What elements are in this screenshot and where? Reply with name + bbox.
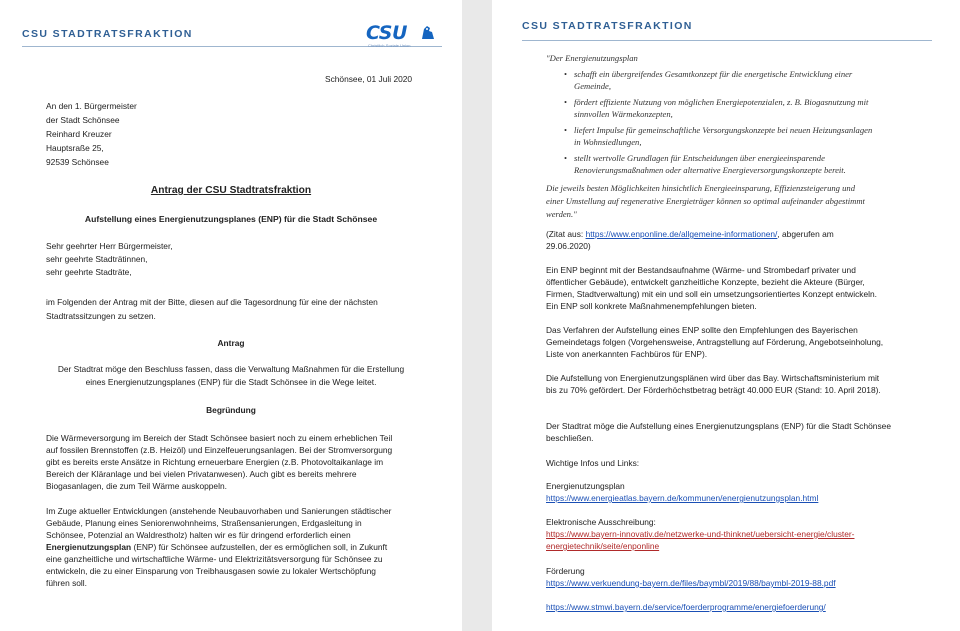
text-line: Schönsee, Potenzial an Waldrestholz) halten wir es für dringend erforderlich einen [46, 530, 351, 540]
address-line: der Stadt Schönsee [46, 115, 120, 125]
text-line: eines Energienutzungsplanes (ENP) für die Stadt Schönsee in die Wege leitet. [85, 377, 377, 387]
text-line: Firmen, Stadtverwaltung) mit ein und soll ein umsetzungsorientiertes Konzept entwickeln. [546, 289, 877, 299]
logo-text: CSU [366, 22, 407, 44]
address-line: Hauptsraße 25, [46, 143, 104, 153]
quote-intro: "Der Energienutzungsplan [546, 53, 638, 63]
citation-link[interactable]: https://www.enponline.de/allgemeine-informationen/ [585, 229, 778, 239]
document-page-1 [0, 0, 462, 631]
address-line: 92539 Schönsee [46, 157, 109, 167]
list-item [564, 125, 873, 149]
page-header: CSU STADTRATSFRAKTION [522, 20, 693, 32]
salutation-line: Sehr geehrter Herr Bürgermeister, [46, 241, 173, 251]
text-line: öffentlicher Gebäude), entwickelt ganzheitliche Konzepte, bezieht die Akteure (Bürger, [546, 277, 865, 287]
text-run: , abgerufen am [777, 229, 834, 239]
text-line: Bereich der Kläranlage und bei vielen Privatanwesen). Auch gibt es bereits mehrere [46, 469, 357, 479]
list-item [564, 97, 869, 121]
bullet-icon: • [564, 153, 568, 163]
letter-date: Schönsee, 01 Juli 2020 [325, 74, 413, 84]
begruendung-heading: Begründung [206, 405, 256, 415]
bullet-icon: • [564, 125, 568, 135]
text-line: Biogasanlagen, die zum Teil Wärme auskoppeln. [46, 481, 227, 491]
text-line: Stadtratssitzungen zu setzen. [46, 311, 156, 321]
text-line: Die Aufstellung von Energienutzungsplänen wird über das Bay. Wirtschaftsministerium mit [546, 373, 880, 383]
bullet-icon: • [564, 69, 568, 79]
text-line: bis zu 70% gefördert. Der Förderhöchstbetrag beträgt 40.000 EUR (Stand: 10. April 2018). [546, 385, 881, 395]
salutation-line: sehr geehrte Stadträtinnen, [46, 254, 148, 264]
text-line: Ein ENP beginnt mit der Bestandsaufnahme (Wärme- und Strombedarf privater und [546, 265, 856, 275]
page-header: CSU STADTRATSFRAKTION [22, 28, 193, 40]
text-line: Gemeindetags folgen (Vorgehensweise, Antragstellung auf Förderung, Angebotseinholung, [546, 337, 884, 347]
text-line: werden." [546, 209, 577, 219]
address-line: An den 1. Bürgermeister [46, 101, 137, 111]
links-heading: Wichtige Infos und Links: [546, 458, 640, 468]
csu-logo [366, 22, 438, 46]
text-line: Der Stadtrat möge die Aufstellung eines Energienutzungsplans (ENP) für die Stadt Schönsee [546, 421, 891, 431]
text-line: gibt es bereits erste Ansätze in Richtung erneuerbare Energien (z.B. Photovoltaikanlage im [46, 457, 384, 467]
text-line: auf fossilen Brennstoffen (z.B. Heizöl) und Einzelfeuerungsanlagen. Bei der Stromversorgung [46, 445, 393, 455]
bullet-text: in Wohnsiedlungen, [574, 136, 642, 147]
link-label: Elektronische Ausschreibung: [546, 517, 656, 527]
letter-subtitle: Aufstellung eines Energienutzungsplanes (ENP) für die Stadt Schönsee [84, 214, 378, 224]
text-line: Der Stadtrat möge den Beschluss fassen, dass die Verwaltung Maßnahmen für die Erstellung [57, 364, 405, 374]
link-label: Förderung [546, 566, 585, 576]
bullet-text: Gemeinde, [574, 80, 611, 91]
text-line: beschließen. [546, 433, 594, 443]
list-item [564, 153, 846, 177]
text-line: im Folgenden der Antrag mit der Bitte, diesen auf die Tagesordnung für eine der nächsten [46, 297, 378, 307]
bullet-text: stellt wertvolle Grundlagen für Entscheidungen über energieeinsparende [574, 153, 825, 163]
bullet-text: liefert Impulse für gemeinschaftliche Versorgungskonzepte bei neuen Heizungsanlagen [574, 125, 873, 135]
foerderung-link[interactable]: https://www.verkuendung-bayern.de/files/baymbl/2019/88/baymbl-2019-88.pdf [546, 578, 836, 588]
text-line: Liste von anerkannten Fachbüros für ENP). [546, 349, 708, 359]
text-run: (Zitat aus: [546, 229, 586, 239]
text-line: 29.06.2020) [546, 241, 591, 251]
header-divider [522, 40, 932, 41]
energiefoerderung-link[interactable]: https://www.stmwi.bayern.de/service/foerderprogramme/energiefoerderung/ [546, 602, 826, 612]
address-line: Reinhard Kreuzer [46, 129, 112, 139]
text-line [46, 542, 387, 554]
document-page-2 [492, 0, 960, 631]
text-line: Ein ENP soll konkrete Maßnahmenempfehlungen bieten. [546, 301, 757, 311]
text-line: Im Zuge aktueller Entwicklungen (anstehende Neubauvorhaben und Sanierungen städtischer [46, 506, 392, 516]
bold-term: Energienutzungsplan [46, 542, 132, 552]
lion-emblem-icon [418, 23, 438, 43]
bullet-text: schafft ein übergreifendes Gesamtkonzept für die energetische Entwicklung einer [574, 69, 853, 79]
text-line: Gebäude, Planung eines Seniorenwohnheims, Straßensanierungen, Erdgasleitung in [46, 518, 362, 528]
bullet-icon: • [564, 97, 568, 107]
bullet-text: sinnvollen Wärmekonzepten, [574, 108, 673, 119]
logo-subtitle: Christlich-Soziale Union [368, 43, 411, 48]
energienutzungsplan-link[interactable]: https://www.energieatlas.bayern.de/kommunen/energienutzungsplan.html [546, 493, 819, 503]
antrag-heading: Antrag [217, 338, 245, 348]
ausschreibung-link-continued[interactable]: energietechnik/seite/enponline [546, 541, 660, 551]
letter-title: Antrag der CSU Stadtratsfraktion [150, 185, 312, 196]
bullet-text: Renovierungsmaßnahmen oder alternative Energieversorgungskonzepte bereit. [574, 164, 846, 175]
text-line: Das Verfahren der Aufstellung eines ENP sollte den Empfehlungen des Bayerischen [546, 325, 858, 335]
text-line: Die jeweils besten Möglichkeiten hinsichtlich Energieeinsparung, Effizienzsteigerung und [546, 183, 855, 193]
salutation-line: sehr geehrte Stadträte, [46, 267, 132, 277]
text-line: entwickeln, die zu einer Einsparung von Treibhausgasen sowie zu lokaler Wertschöpfung [46, 566, 376, 576]
text-line: eine ganzheitliche und wirtschaftliche Wärme- und Elektrizitätsversorgung für Schönsee zu [46, 554, 383, 564]
ausschreibung-link[interactable]: https://www.bayern-innovativ.de/netzwerke-und-thinknet/uebersicht-energie/cluster- [546, 529, 855, 539]
link-label: Energienutzungsplan [546, 481, 625, 491]
list-item [564, 69, 853, 93]
text-line [546, 229, 834, 241]
text-run: (ENP) für Schönsee aufzustellen, der es ermöglichen soll, in Zukunft [131, 542, 388, 552]
text-line: einer Umstellung auf regenerative Energieträger können so optimal aufeinander abgestimmt [546, 196, 865, 206]
text-line: führen soll. [46, 578, 87, 588]
bullet-text: fördert effiziente Nutzung von möglichen Energiepotenzialen, z. B. Biogasnutzung mit [574, 97, 869, 107]
text-line: Die Wärmeversorgung im Bereich der Stadt Schönsee basiert noch zu einem erheblichen Teil [46, 433, 393, 443]
